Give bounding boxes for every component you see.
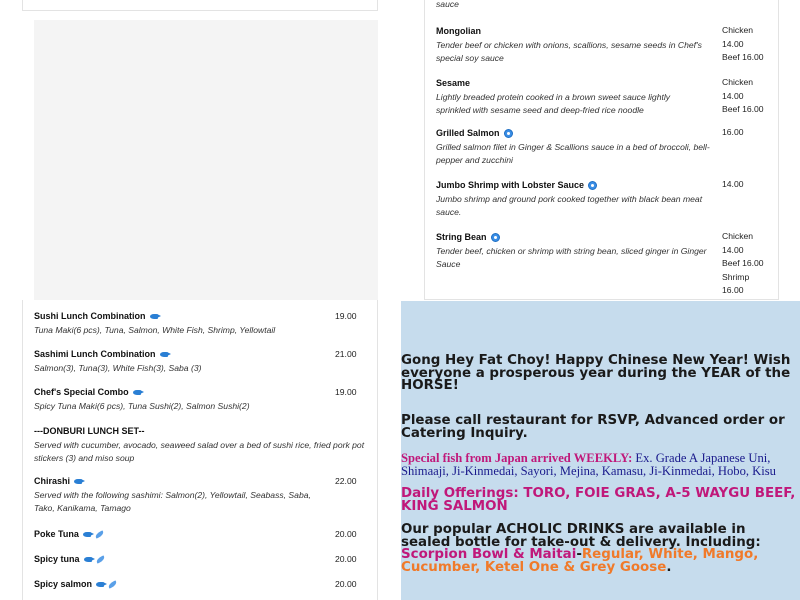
- drinks-intro: Our popular ACHOLIC DRINKS are available in sealed bottle for take-out & delivery. Including:: [401, 522, 761, 550]
- fish-icon: [160, 352, 168, 357]
- item-name: Spicy tuna: [34, 554, 105, 564]
- item-name: Chirashi: [34, 476, 82, 486]
- item-price: Chicken 14.00 Beef 16.00: [722, 77, 764, 114]
- item-desc: Tender beef or chicken with onions, scallions, sesame seeds in Chef's special soy sauce: [436, 40, 702, 63]
- item-name: Jumbo Shrimp with Lobster Sauce: [436, 180, 597, 190]
- item-desc: Tuna Maki(6 pcs), Tuna, Salmon, White Fish, Shrimp, Yellowtail: [34, 325, 276, 335]
- fish-icon: [84, 557, 92, 562]
- item-price: 20.00: [335, 579, 357, 589]
- previous-item-desc-fragment: sauce: [436, 0, 459, 9]
- item-name: Sashimi Lunch Combination: [34, 349, 168, 359]
- item-price: 21.00: [335, 349, 357, 359]
- bottom-left-menu-card: [22, 300, 378, 600]
- item-price: 16.00: [722, 127, 744, 137]
- item-price: 19.00: [335, 387, 357, 397]
- fish-icon: [150, 314, 158, 319]
- special-fish-list: Ex. Grade A Japanese Uni, Shimaaji, Ji-Kinmedai, Sayori, Mejina, Kamasu, Ji-Kinmedai, Hobo, Kisu: [401, 451, 776, 478]
- promo-announcement-panel: [401, 301, 800, 600]
- item-price: 14.00: [722, 179, 744, 189]
- fish-icon: [133, 390, 141, 395]
- drinks-cocktails: Scorpion Bowl & Maitai: [401, 547, 577, 563]
- item-name: String Bean: [436, 232, 500, 242]
- menu-image-placeholder: [34, 20, 378, 300]
- item-name: Sushi Lunch Combination: [34, 311, 158, 321]
- item-desc: Tender beef, chicken or shrimp with string bean, sliced ginger in Ginger Sauce: [436, 246, 707, 269]
- item-name: Poke Tuna: [34, 529, 104, 539]
- item-name: Grilled Salmon: [436, 128, 513, 138]
- blue-badge-icon: [504, 129, 513, 138]
- item-name: Sesame: [436, 78, 471, 88]
- drinks-notice: [401, 524, 796, 574]
- item-name: Chef's Special Combo: [34, 387, 141, 397]
- daily-offerings: Daily Offerings: TORO, FOIE GRAS, A-5 WAYGU BEEF, KING SALMON: [401, 486, 796, 514]
- fish-icon: [83, 532, 91, 537]
- item-price: Chicken 14.00 Beef 16.00: [722, 25, 764, 62]
- item-desc: Grilled salmon filet in Ginger & Scallions sauce in a bed of broccoli, bell-pepper and zucchini: [436, 142, 710, 165]
- section-title: ---DONBURI LUNCH SET--: [34, 426, 145, 436]
- item-price: 22.00: [335, 476, 357, 486]
- top-right-menu-card: [424, 0, 779, 300]
- blue-badge-icon: [588, 181, 597, 190]
- drinks-dash: -: [576, 547, 582, 563]
- item-name: Spicy salmon: [34, 579, 117, 589]
- fish-icon: [96, 582, 104, 587]
- leaf-icon: [107, 580, 117, 588]
- item-price: 20.00: [335, 529, 357, 539]
- item-desc: Lightly breaded protein cooked in a brown sweet sauce lightly sprinkled with sesame seed and deep-fried rice noodle: [436, 92, 671, 115]
- fish-icon: [74, 479, 82, 484]
- item-desc: Served with the following sashimi: Salmon(2), Yellowtail, Seabass, Saba, Tako, Kanikama, Tamago: [34, 490, 311, 513]
- item-desc: Spicy Tuna Maki(6 pcs), Tuna Sushi(2), Salmon Sushi(2): [34, 401, 250, 411]
- item-price: 19.00: [335, 311, 357, 321]
- rsvp-notice: Please call restaurant for RSVP, Advanced order or Catering Inquiry.: [401, 413, 785, 441]
- item-desc: Jumbo shrimp and ground pork cooked together with black bean meat sauce.: [436, 194, 703, 217]
- item-desc: Salmon(3), Tuna(3), White Fish(3), Saba (3): [34, 363, 202, 373]
- special-fish-notice: [401, 452, 796, 477]
- drinks-flavors: Regular, White, Mango, Cucumber, Ketel One & Grey Goose: [401, 547, 759, 575]
- item-price: Chicken 14.00 Beef 16.00 Shrimp 16.00: [722, 231, 764, 295]
- blue-badge-icon: [491, 233, 500, 242]
- item-price: 20.00: [335, 554, 357, 564]
- item-name: Mongolian: [436, 26, 481, 36]
- drinks-end: .: [666, 559, 672, 575]
- new-year-greeting: Gong Hey Fat Choy! Happy Chinese New Year! Wish everyone a prosperous year during the YEAR of the HORSE!: [401, 353, 791, 394]
- leaf-icon: [94, 530, 104, 538]
- leaf-icon: [95, 555, 105, 563]
- item-desc: Served with cucumber, avocado, seaweed salad over a bed of sushi rice, fried pork pot stickers (3) and miso soup: [34, 440, 365, 463]
- special-fish-lead: Special fish from Japan arrived WEEKLY:: [401, 451, 633, 465]
- top-left-card: [22, 0, 378, 11]
